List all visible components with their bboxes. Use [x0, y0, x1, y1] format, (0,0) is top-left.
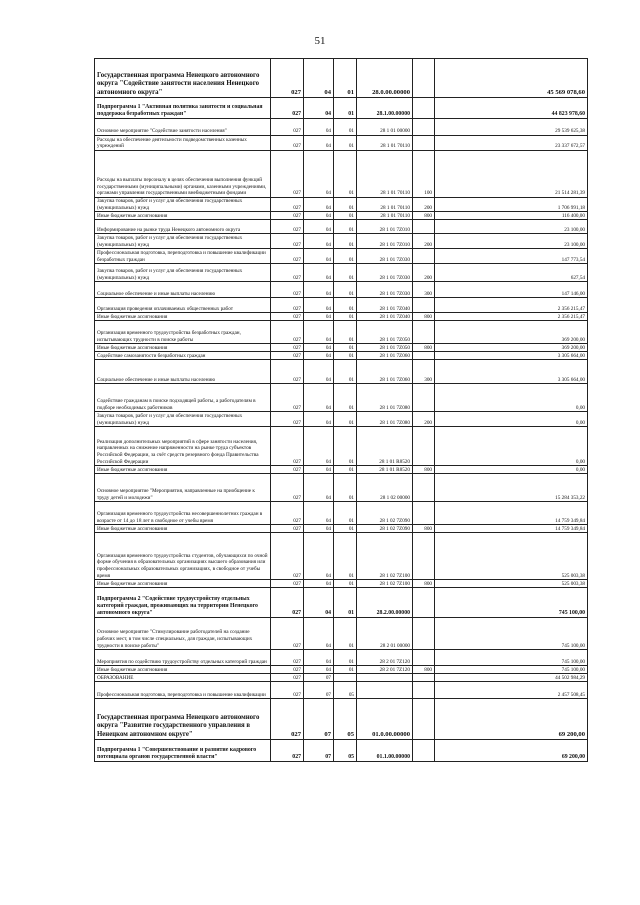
expense-type: 800 [413, 313, 435, 321]
amount: 0,00 [435, 466, 588, 474]
section-code: 04 [304, 344, 334, 352]
amount: 44 823 978,60 [435, 98, 588, 119]
subsection-code: 05 [334, 740, 357, 762]
table-row [95, 212, 588, 220]
section-code: 04 [304, 198, 334, 212]
subsection-code: 01 [334, 98, 357, 119]
org-code: 027 [271, 151, 304, 198]
target-code: 28 1 01 7Z030 [357, 282, 413, 298]
subsection-code: 01 [334, 264, 357, 282]
target-code: 28 1 01 70110 [357, 212, 413, 220]
section-code: 04 [304, 502, 334, 525]
amount: 14 759 349,84 [435, 525, 588, 533]
org-code: 027 [271, 59, 304, 98]
table-row [95, 59, 588, 98]
section-code: 04 [304, 352, 334, 360]
target-code: 28 2 01 00000 [357, 618, 413, 650]
amount: 745 100,00 [435, 650, 588, 666]
amount: 2 457 508,45 [435, 682, 588, 699]
subsection-code: 05 [334, 699, 357, 740]
org-code: 027 [271, 666, 304, 674]
table-row [95, 580, 588, 588]
amount: 44 502 984,29 [435, 674, 588, 682]
row-name: Государственная программа Ненецкого автономного округа "Содействие занятости населения Ненецкого автономного округа" [95, 59, 271, 98]
section-code: 07 [304, 699, 334, 740]
target-code: 28 1 01 70110 [357, 198, 413, 212]
section-code: 04 [304, 474, 334, 502]
org-code: 027 [271, 282, 304, 298]
target-code: 28 1 01 7Z030 [357, 264, 413, 282]
amount: 1 706 991,18 [435, 198, 588, 212]
org-code: 027 [271, 580, 304, 588]
table-row [95, 282, 588, 298]
table-row [95, 98, 588, 119]
target-code [357, 682, 413, 699]
row-name: Иные бюджетные ассигнования [95, 525, 271, 533]
row-name: Иные бюджетные ассигнования [95, 313, 271, 321]
org-code: 027 [271, 119, 304, 136]
row-name: Закупка товаров, работ и услуг для обеспечения государственных (муниципальных) нужд [95, 264, 271, 282]
subsection-code [334, 674, 357, 682]
section-code: 04 [304, 360, 334, 384]
table-row [95, 502, 588, 525]
table-row [95, 650, 588, 666]
subsection-code: 01 [334, 220, 357, 234]
row-name: ОБРАЗОВАНИЕ [95, 674, 271, 682]
section-code: 04 [304, 98, 334, 119]
org-code: 027 [271, 474, 304, 502]
subsection-code: 01 [334, 234, 357, 249]
table-row [95, 588, 588, 618]
org-code: 027 [271, 264, 304, 282]
target-code: 28 1 01 7Z010 [357, 220, 413, 234]
target-code: 28 1 01 7Z080 [357, 384, 413, 412]
expense-type [413, 249, 435, 264]
amount: 3 305 664,00 [435, 360, 588, 384]
subsection-code: 01 [334, 151, 357, 198]
section-code: 04 [304, 313, 334, 321]
org-code: 027 [271, 502, 304, 525]
table-row [95, 674, 588, 682]
table-row [95, 360, 588, 384]
amount: 2 356 215,47 [435, 313, 588, 321]
org-code: 027 [271, 427, 304, 466]
target-code: 28 1 01 7Z050 [357, 344, 413, 352]
amount: 29 539 625,38 [435, 119, 588, 136]
expense-type [413, 474, 435, 502]
target-code: 28 1 01 7Z080 [357, 412, 413, 427]
org-code: 027 [271, 360, 304, 384]
target-code: 28 1 01 R8520 [357, 427, 413, 466]
expense-type: 800 [413, 212, 435, 220]
subsection-code: 01 [334, 618, 357, 650]
row-name: Закупка товаров, работ и услуг для обеспечения государственных (муниципальных) нужд [95, 198, 271, 212]
table-row [95, 474, 588, 502]
subsection-code: 01 [334, 212, 357, 220]
table-row [95, 198, 588, 212]
expense-type: 200 [413, 412, 435, 427]
subsection-code: 01 [334, 321, 357, 344]
section-code: 04 [304, 59, 334, 98]
amount: 0,00 [435, 384, 588, 412]
expense-type: 200 [413, 264, 435, 282]
section-code: 04 [304, 220, 334, 234]
amount: 369 200,00 [435, 321, 588, 344]
target-code: 28.2.00.00000 [357, 588, 413, 618]
row-name: Закупка товаров, работ и услуг для обеспечения государственных (муниципальных) нужд [95, 412, 271, 427]
expense-type: 200 [413, 198, 435, 212]
target-code: 28 1 02 7Z100 [357, 533, 413, 580]
expense-type: 300 [413, 360, 435, 384]
row-name: Иные бюджетные ассигнования [95, 580, 271, 588]
expense-type [413, 98, 435, 119]
expense-type: 200 [413, 234, 435, 249]
table-row [95, 666, 588, 674]
target-code [357, 674, 413, 682]
amount: 116 400,00 [435, 212, 588, 220]
expense-type [413, 533, 435, 580]
target-code: 28 1 01 R8520 [357, 466, 413, 474]
section-code: 04 [304, 533, 334, 580]
target-code: 28 1 01 70110 [357, 151, 413, 198]
row-name: Подпрограмма 1 "Активная политика занятости и социальная поддержка безработных граждан" [95, 98, 271, 119]
subsection-code: 01 [334, 59, 357, 98]
amount: 0,00 [435, 412, 588, 427]
expense-type: 800 [413, 580, 435, 588]
section-code: 04 [304, 212, 334, 220]
org-code: 027 [271, 588, 304, 618]
row-name: Организация временного трудоустройства несовершеннолетних граждан в возрасте от 14 до 18 лет в свободное от учебы время [95, 502, 271, 525]
org-code: 027 [271, 682, 304, 699]
target-code: 28 1 01 00000 [357, 119, 413, 136]
org-code: 027 [271, 674, 304, 682]
subsection-code: 01 [334, 119, 357, 136]
org-code: 027 [271, 412, 304, 427]
amount: 369 200,00 [435, 344, 588, 352]
budget-table-wrapper [94, 58, 587, 762]
row-name: Иные бюджетные ассигнования [95, 212, 271, 220]
section-code: 04 [304, 427, 334, 466]
table-row [95, 384, 588, 412]
subsection-code: 01 [334, 588, 357, 618]
expense-type: 800 [413, 666, 435, 674]
target-code: 28 1 02 7Z100 [357, 580, 413, 588]
expense-type [413, 502, 435, 525]
section-code: 04 [304, 298, 334, 313]
amount: 627,54 [435, 264, 588, 282]
org-code: 027 [271, 220, 304, 234]
subsection-code: 01 [334, 352, 357, 360]
table-row [95, 313, 588, 321]
section-code: 04 [304, 580, 334, 588]
subsection-code: 01 [334, 298, 357, 313]
subsection-code: 01 [334, 650, 357, 666]
expense-type: 800 [413, 344, 435, 352]
org-code: 027 [271, 198, 304, 212]
org-code: 027 [271, 466, 304, 474]
row-name: Подпрограмма 1 "Совершенствование и развитие кадрового потенциала органов государственной власти" [95, 740, 271, 762]
expense-type [413, 321, 435, 344]
row-name: Содействие самозанятости безработных граждан [95, 352, 271, 360]
table-row [95, 249, 588, 264]
expense-type [413, 136, 435, 151]
section-code: 04 [304, 264, 334, 282]
row-name: Реализация дополнительных мероприятий в сфере занятости населения, направленных на снижение напряженности на рынке труда субъектов Российской Федерации, за счёт средств резервного фонда Правительства Российской Федерации [95, 427, 271, 466]
row-name: Социальное обеспечение и иные выплаты населению [95, 282, 271, 298]
subsection-code: 01 [334, 249, 357, 264]
row-name: Основное мероприятие "Мероприятия, направленные на приобщение к труду детей и молодежи" [95, 474, 271, 502]
table-row [95, 427, 588, 466]
expense-type [413, 674, 435, 682]
table-row [95, 618, 588, 650]
section-code: 04 [304, 282, 334, 298]
budget-table [94, 58, 588, 762]
table-row [95, 740, 588, 762]
expense-type: 800 [413, 525, 435, 533]
section-code: 07 [304, 674, 334, 682]
table-row [95, 321, 588, 344]
org-code: 027 [271, 740, 304, 762]
table-row [95, 220, 588, 234]
expense-type [413, 618, 435, 650]
table-row [95, 682, 588, 699]
table-row [95, 533, 588, 580]
amount: 525 003,38 [435, 533, 588, 580]
table-row [95, 151, 588, 198]
org-code: 027 [271, 699, 304, 740]
row-name: Иные бюджетные ассигнования [95, 666, 271, 674]
org-code: 027 [271, 384, 304, 412]
expense-type [413, 682, 435, 699]
amount: 14 759 349,84 [435, 502, 588, 525]
table-row [95, 699, 588, 740]
amount: 2 356 215,47 [435, 298, 588, 313]
target-code: 28 1 01 7Z040 [357, 313, 413, 321]
section-code: 04 [304, 321, 334, 344]
subsection-code: 01 [334, 666, 357, 674]
amount: 23 337 672,57 [435, 136, 588, 151]
subsection-code: 01 [334, 525, 357, 533]
target-code: 28 1 01 7Z050 [357, 321, 413, 344]
expense-type: 100 [413, 151, 435, 198]
expense-type [413, 650, 435, 666]
amount: 525 003,38 [435, 580, 588, 588]
expense-type: 800 [413, 466, 435, 474]
org-code: 027 [271, 618, 304, 650]
row-name: Расходы на обеспечение деятельности подведомственных казенных учреждений [95, 136, 271, 151]
expense-type [413, 298, 435, 313]
target-code: 28 1 02 00000 [357, 474, 413, 502]
amount: 15 284 353,22 [435, 474, 588, 502]
page-number: 51 [314, 35, 326, 47]
row-name: Социальное обеспечение и иные выплаты населению [95, 360, 271, 384]
table-row [95, 352, 588, 360]
section-code: 07 [304, 740, 334, 762]
row-name: Подпрограмма 2 "Содействие трудоустройству отдельных категорий граждан, проживающих на территории Ненецкого автономного округа" [95, 588, 271, 618]
section-code: 04 [304, 618, 334, 650]
org-code: 027 [271, 98, 304, 119]
section-code: 04 [304, 650, 334, 666]
budget-table-body [95, 59, 588, 762]
expense-type: 300 [413, 282, 435, 298]
amount: 23 100,00 [435, 220, 588, 234]
section-code: 04 [304, 666, 334, 674]
expense-type [413, 588, 435, 618]
org-code: 027 [271, 533, 304, 580]
amount: 3 305 664,00 [435, 352, 588, 360]
target-code: 28 1 01 7Z010 [357, 234, 413, 249]
row-name: Профессиональная подготовка, переподготовка и повышение квалификации [95, 682, 271, 699]
amount: 0,00 [435, 427, 588, 466]
amount: 147 773,54 [435, 249, 588, 264]
row-name: Основное мероприятие "Содействие занятости населения" [95, 119, 271, 136]
section-code: 04 [304, 119, 334, 136]
expense-type [413, 352, 435, 360]
target-code: 01.0.00.00000 [357, 699, 413, 740]
org-code: 027 [271, 298, 304, 313]
section-code: 04 [304, 234, 334, 249]
table-row [95, 234, 588, 249]
subsection-code: 01 [334, 474, 357, 502]
subsection-code: 01 [334, 360, 357, 384]
row-name: Государственная программа Ненецкого автономного округа "Развитие государственного управления в Ненецком автономном округе" [95, 699, 271, 740]
subsection-code: 01 [334, 427, 357, 466]
expense-type [413, 119, 435, 136]
section-code: 07 [304, 682, 334, 699]
expense-type [413, 427, 435, 466]
amount: 69 200,00 [435, 699, 588, 740]
table-row [95, 344, 588, 352]
table-row [95, 466, 588, 474]
expense-type [413, 220, 435, 234]
target-code: 28 1 02 7Z090 [357, 502, 413, 525]
expense-type [413, 384, 435, 412]
subsection-code: 01 [334, 412, 357, 427]
expense-type [413, 740, 435, 762]
org-code: 027 [271, 525, 304, 533]
subsection-code: 01 [334, 282, 357, 298]
subsection-code: 01 [334, 313, 357, 321]
row-name: Организация временного трудоустройства безработных граждан, испытывающих трудности в поиске работы [95, 321, 271, 344]
table-row [95, 412, 588, 427]
amount: 745 100,00 [435, 588, 588, 618]
section-code: 04 [304, 466, 334, 474]
amount: 69 200,00 [435, 740, 588, 762]
target-code: 01.1.00.00000 [357, 740, 413, 762]
row-name: Мероприятия по содействию трудоустройству отдельных категорий граждан [95, 650, 271, 666]
subsection-code: 01 [334, 136, 357, 151]
target-code: 28 1 01 70110 [357, 136, 413, 151]
section-code: 04 [304, 249, 334, 264]
target-code: 28 1 01 7Z060 [357, 352, 413, 360]
subsection-code: 01 [334, 466, 357, 474]
expense-type [413, 699, 435, 740]
org-code: 027 [271, 212, 304, 220]
table-row [95, 298, 588, 313]
org-code: 027 [271, 313, 304, 321]
row-name: Иные бюджетные ассигнования [95, 466, 271, 474]
row-name: Профессиональная подготовка, переподготовка и повышение квалификации безработных граждан [95, 249, 271, 264]
section-code: 04 [304, 384, 334, 412]
target-code: 28 1 01 7Z030 [357, 249, 413, 264]
table-row [95, 525, 588, 533]
org-code: 027 [271, 344, 304, 352]
org-code: 027 [271, 234, 304, 249]
table-row [95, 136, 588, 151]
amount: 745 100,00 [435, 666, 588, 674]
subsection-code: 01 [334, 198, 357, 212]
org-code: 027 [271, 249, 304, 264]
target-code: 28 1 01 7Z040 [357, 298, 413, 313]
subsection-code: 01 [334, 533, 357, 580]
org-code: 027 [271, 352, 304, 360]
section-code: 04 [304, 525, 334, 533]
row-name: Закупка товаров, работ и услуг для обеспечения государственных (муниципальных) нужд [95, 234, 271, 249]
amount: 23 100,00 [435, 234, 588, 249]
row-name: Расходы на выплаты персоналу в целях обеспечения выполнения функций государственными (муниципальными) органами, казенными учреждениями, органами управления государственными внебюджетными фондами [95, 151, 271, 198]
row-name: Организация проведения оплачиваемых общественных работ [95, 298, 271, 313]
section-code: 04 [304, 151, 334, 198]
subsection-code: 01 [334, 502, 357, 525]
amount: 745 100,00 [435, 618, 588, 650]
subsection-code: 01 [334, 580, 357, 588]
table-row [95, 119, 588, 136]
org-code: 027 [271, 650, 304, 666]
row-name: Содействие гражданам в поиске подходящей работы, а работодателям в подборе необходимых работников [95, 384, 271, 412]
subsection-code: 01 [334, 384, 357, 412]
table-row [95, 264, 588, 282]
amount: 21 514 281,39 [435, 151, 588, 198]
target-code: 28 2 01 7Z120 [357, 650, 413, 666]
row-name: Организация временного трудоустройства студентов, обучающихся по очной форме обучения в образовательных организациях высшего образования или профессиональных образовательных организациях, в свободное от учебы время [95, 533, 271, 580]
subsection-code: 01 [334, 344, 357, 352]
section-code: 04 [304, 412, 334, 427]
target-code: 28 1 02 7Z090 [357, 525, 413, 533]
org-code: 027 [271, 321, 304, 344]
target-code: 28.0.00.00000 [357, 59, 413, 98]
amount: 45 569 078,60 [435, 59, 588, 98]
target-code: 28.1.00.00000 [357, 98, 413, 119]
section-code: 04 [304, 136, 334, 151]
section-code: 04 [304, 588, 334, 618]
target-code: 28 1 01 7Z060 [357, 360, 413, 384]
row-name: Основное мероприятие "Стимулирование работодателей на создание рабочих мест, в том числе специальных, для граждан, испытывающих трудности в поиске работы" [95, 618, 271, 650]
row-name: Информирование на рынке труда Ненецкого автономного округа [95, 220, 271, 234]
org-code: 027 [271, 136, 304, 151]
expense-type [413, 59, 435, 98]
subsection-code: 05 [334, 682, 357, 699]
amount: 147 146,00 [435, 282, 588, 298]
target-code: 28 2 01 7Z120 [357, 666, 413, 674]
row-name: Иные бюджетные ассигнования [95, 344, 271, 352]
